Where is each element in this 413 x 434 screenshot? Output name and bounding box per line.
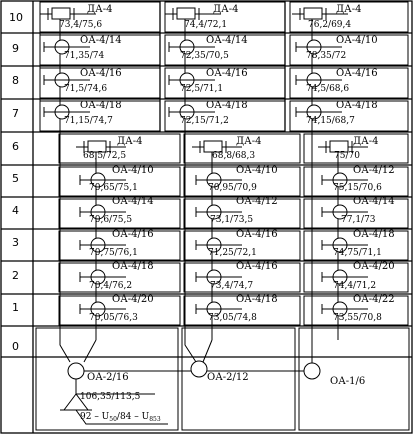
- node-right-symbol: [304, 363, 320, 379]
- upper-c1-r3-value: 71,15/74,7: [64, 116, 113, 126]
- lower-c2-top-value: 68,8/68,3: [212, 151, 256, 161]
- floor-label-4: 4: [12, 204, 19, 217]
- lower-c2-r3-value: 71,25/72,1: [208, 248, 257, 258]
- upper-c2-r1-value: 72,35/70,5: [180, 51, 229, 61]
- lower-c2-top-code: ДА-4: [236, 136, 262, 147]
- damper-symbol: [177, 8, 195, 19]
- upper-c3-r3-code: ОА-4/18: [336, 100, 378, 111]
- lower-c2-r2-value: 73,1/73,5: [210, 215, 254, 225]
- lower-c1-r4-value: 70,4/76,2: [89, 281, 133, 291]
- lower-c1-r5-value: 70,05/76,3: [89, 313, 138, 323]
- upper-c1-top-value: 73,4/75,6: [59, 20, 103, 30]
- damper-symbol: [52, 8, 70, 19]
- floor-label-9: 9: [12, 42, 19, 55]
- upper-c2-r3-value: 72,15/71,2: [180, 116, 229, 126]
- upper-c3-r1-code: ОА-4/10: [336, 35, 378, 46]
- node-left-symbol: [68, 363, 84, 379]
- lower-c3-r1-value: 75,15/70,6: [333, 183, 382, 193]
- upper-c3-top-code: ДА-4: [336, 4, 362, 15]
- formula-prefix: 92 – U: [80, 412, 110, 422]
- lower-c1-r5-code: ОА-4/20: [112, 294, 154, 305]
- lower-c3-r2-value: 77,1/73: [341, 215, 376, 225]
- node-label-left: ОА-2/16: [87, 372, 129, 383]
- lower-c3-r3-value: 74,75/71,1: [333, 248, 382, 258]
- node-middle-symbol: [191, 361, 207, 377]
- upper-c3-r1-value: 78,35/72: [306, 51, 347, 61]
- floor-label-10: 10: [9, 11, 23, 24]
- lower-c3-r3-code: ОА-4/18: [353, 229, 395, 240]
- floor-label-0: 0: [12, 340, 19, 353]
- lower-c1-r1-code: ОА-4/10: [112, 165, 154, 176]
- lower-c3-top-value: 75/70: [334, 151, 360, 161]
- lower-c3-r4-value: 74,4/71,2: [333, 281, 377, 291]
- upper-c3-top-value: 76,2/69,4: [308, 20, 352, 30]
- damper-symbol: [304, 8, 322, 19]
- floor-label-2: 2: [12, 269, 19, 282]
- floor-labels: [9, 11, 23, 353]
- lower-c1-r4-code: ОА-4/18: [112, 261, 154, 272]
- lower-c3-r4-code: ОА-4/20: [353, 261, 395, 272]
- lower-c1-r3-value: 70,75/76,1: [89, 248, 138, 258]
- lower-c2-r2-code: ОА-4/12: [236, 196, 278, 207]
- upper-c1-r2-value: 71,5/74,6: [64, 84, 108, 94]
- upper-c2-r3-code: ОА-4/18: [206, 100, 248, 111]
- upper-c2-top-value: 74,4/72,1: [184, 20, 228, 30]
- merge-line-left-b: [84, 340, 96, 362]
- lower-c1-r2-code: ОА-4/14: [112, 196, 154, 207]
- upper-c1-r1-value: 71,35/74: [64, 51, 105, 61]
- lower-c2-r1-code: ОА-4/10: [236, 165, 278, 176]
- merge-line-mid-b: [203, 340, 212, 362]
- upper-c1-r1-code: ОА-4/14: [80, 35, 122, 46]
- upper-c2-r2-code: ОА-4/16: [206, 68, 248, 79]
- floor-label-6: 6: [12, 140, 19, 153]
- upper-c1-r2-code: ОА-4/16: [80, 68, 122, 79]
- lower-c3-r1-code: ОА-4/12: [353, 165, 395, 176]
- source-formula: [80, 412, 161, 423]
- floor-label-3: 3: [12, 236, 19, 249]
- lower-c3-r2-code: ОА-4/14: [353, 196, 395, 207]
- upper-c3-r2-value: 74,5/68,6: [306, 84, 350, 94]
- lower-c1-r3-code: ОА-4/16: [112, 229, 154, 240]
- lower-c3-top-code: ДА-4: [353, 136, 379, 147]
- upper-c1-top-code: ДА-4: [87, 4, 113, 15]
- lower-c2-r5-value: 73,05/74,8: [208, 313, 257, 323]
- floor-label-5: 5: [12, 172, 19, 185]
- lower-c3-r5-value: 73,55/70,8: [333, 313, 382, 323]
- floor-label-8: 8: [12, 74, 19, 87]
- lower-c2-r4-value: 73,4/74,7: [210, 281, 254, 291]
- lower-c3-r5-code: ОА-4/22: [353, 294, 395, 305]
- lower-c2-r4-code: ОА-4/16: [236, 261, 278, 272]
- formula-mid: /84 – U: [116, 412, 150, 422]
- lower-c1-top-code: ДА-4: [117, 136, 143, 147]
- formula-sub2: 853: [149, 416, 161, 423]
- lower-c2-r1-value: 70,95/70,9: [208, 183, 257, 193]
- upper-c2-r2-value: 72,5/71,1: [180, 84, 224, 94]
- node-label-middle: ОА-2/12: [207, 372, 249, 383]
- ground-floor-labels: [80, 372, 365, 423]
- lower-c2-r3-code: ОА-4/16: [236, 229, 278, 240]
- lower-c2-r5-code: ОА-4/18: [236, 294, 278, 305]
- upper-c3-r3-value: 74,15/68,7: [306, 116, 355, 126]
- node-label-right: ОА-1/6: [330, 376, 366, 387]
- lower-c1-top-value: 68,5/72,5: [83, 151, 127, 161]
- upper-c2-r1-code: ОА-4/14: [206, 35, 248, 46]
- lower-c1-r1-value: 70,65/75,1: [89, 183, 138, 193]
- lower-c1-r2-value: 70,6/75,5: [89, 215, 133, 225]
- source-value: 106,35/113,5: [80, 392, 141, 402]
- upper-c2-top-code: ДА-4: [213, 4, 239, 15]
- upper-c1-r3-code: ОА-4/18: [80, 100, 122, 111]
- formula-sub1: 50: [109, 416, 117, 423]
- floor-label-1: 1: [12, 301, 19, 314]
- floor-label-7: 7: [12, 107, 19, 120]
- upper-c3-r2-code: ОА-4/16: [336, 68, 378, 79]
